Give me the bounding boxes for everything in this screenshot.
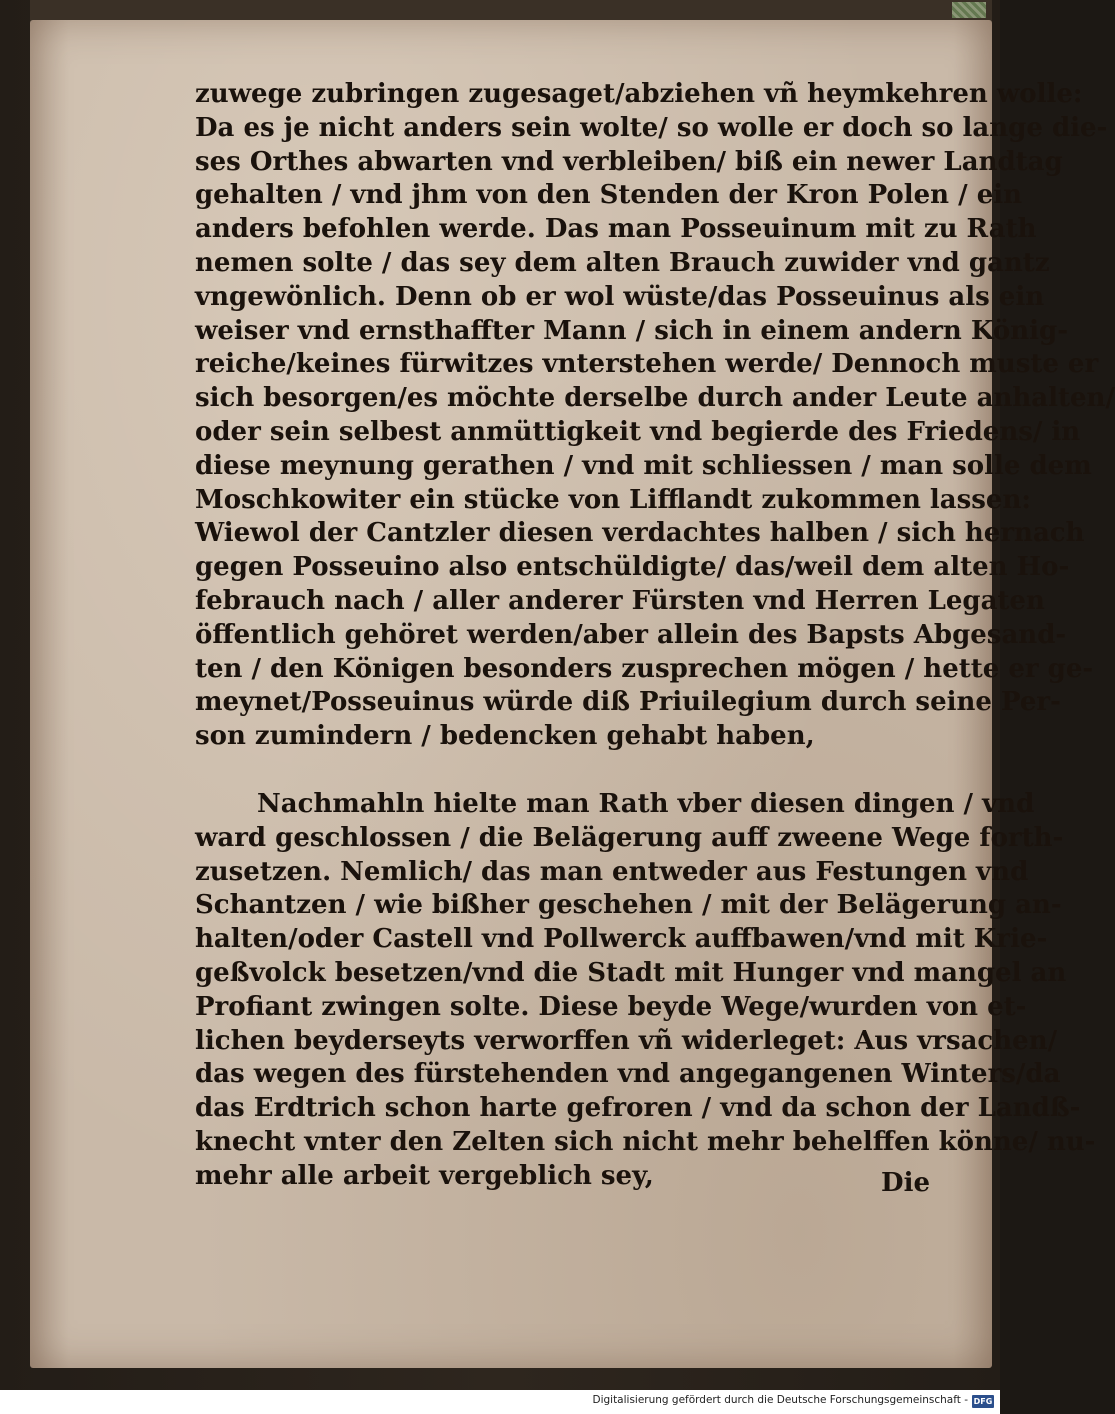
text-line: sich besorgen/es möchte derselbe durch ander Leute anhalten/ [195, 383, 1115, 414]
text-line: Moschkowiter ein stücke von Lifflandt zukommen lassen: [195, 484, 1031, 515]
paragraph-gap [195, 754, 940, 788]
text-line: diese meynung gerathen / vnd mit schliessen / man solle dem [195, 450, 1092, 481]
text-line: nemen solte / das sey dem alten Brauch zuwider vnd gantz [195, 247, 1050, 278]
text-line: Wiewol der Cantzler diesen verdachtes halben / sich hernach [195, 518, 1085, 549]
text-line: lichen beyderseyts verworffen vñ widerleget: Aus vrsachen/ [195, 1025, 1058, 1056]
dfg-logo-icon: DFG [973, 1397, 993, 1406]
text-line: febrauch nach / aller anderer Fürsten vnd Herren Legaten [195, 585, 1045, 616]
text-line: weiser vnd ernsthaffter Mann / sich in einem andern König- [195, 315, 1068, 346]
text-line: das wegen des fürstehenden vnd angegangenen Winters/da [195, 1059, 1061, 1090]
text-line: reiche/keines fürwitzes vnterstehen werde/ Dennoch muste er [195, 349, 1099, 380]
text-line: halten/oder Castell vnd Pollwerck auffbawen/vnd mit Krie- [195, 924, 1048, 955]
text-line: son zumindern / bedencken gehabt haben, [195, 721, 815, 752]
paragraph-2 [195, 788, 1096, 1194]
text-line: Schantzen / wie bißher geschehen / mit der Belägerung an- [195, 890, 1062, 921]
text-line: gegen Posseuino also entschüldigte/ das/weil dem alten Ho- [195, 552, 1070, 583]
dfg-credit-text: Digitalisierung gefördert durch die Deutsche Forschungsgemeinschaft - [592, 1394, 968, 1406]
text-line: ten / den Königen besonders zusprechen mögen / hette er ge- [195, 653, 1094, 684]
digitization-footer [0, 1390, 1000, 1414]
text-line: Profiant zwingen solte. Diese beyde Wege/wurden von et- [195, 991, 1027, 1022]
text-line: ses Orthes abwarten vnd verbleiben/ biß ein newer Landtag [195, 146, 1063, 177]
text-line: Nachmahln hielte man Rath vber diesen dingen / vnd [257, 788, 1035, 819]
text-line: zuwege zubringen zugesaget/abziehen vñ heymkehren wolle: [195, 79, 1083, 109]
text-line: Da es je nicht anders sein wolte/ so wolle er doch so lange die- [195, 112, 1108, 143]
text-line: meynet/Posseuinus würde diß Priuilegium durch seine Per- [195, 687, 1061, 718]
page-text [195, 78, 1115, 1194]
color-calibration-mark [952, 2, 986, 18]
paragraph-1 [195, 78, 1115, 754]
text-line: vngewönlich. Denn ob er wol wüste/das Posseuinus als ein [195, 281, 1045, 312]
scan-top-edge [30, 0, 992, 22]
text-line: oder sein selbest anmüttigkeit vnd begierde des Friedens/ in [195, 416, 1081, 447]
text-line: das Erdtrich schon harte gefroren / vnd da schon der Landß- [195, 1093, 1081, 1124]
text-line: geßvolck besetzen/vnd die Stadt mit Hunger vnd mangel an [195, 957, 1067, 988]
text-line: knecht vnter den Zelten sich nicht mehr behelffen könne/ nu- [195, 1126, 1096, 1157]
text-line: zusetzen. Nemlich/ das man entweder aus Festungen vnd [195, 856, 1029, 887]
text-line: gehalten / vnd jhm von den Stenden der Kron Polen / ein [195, 180, 1023, 211]
text-line: mehr alle arbeit vergeblich sey, [195, 1160, 654, 1191]
text-line: ward geschlossen / die Belägerung auff zweene Wege forth- [195, 822, 1064, 853]
text-line: öffentlich gehöret werden/aber allein des Bapsts Abgesand- [195, 619, 1067, 650]
catchword: Die [881, 1168, 930, 1198]
text-line: anders befohlen werde. Das man Posseuinum mit zu Rath [195, 214, 1037, 245]
